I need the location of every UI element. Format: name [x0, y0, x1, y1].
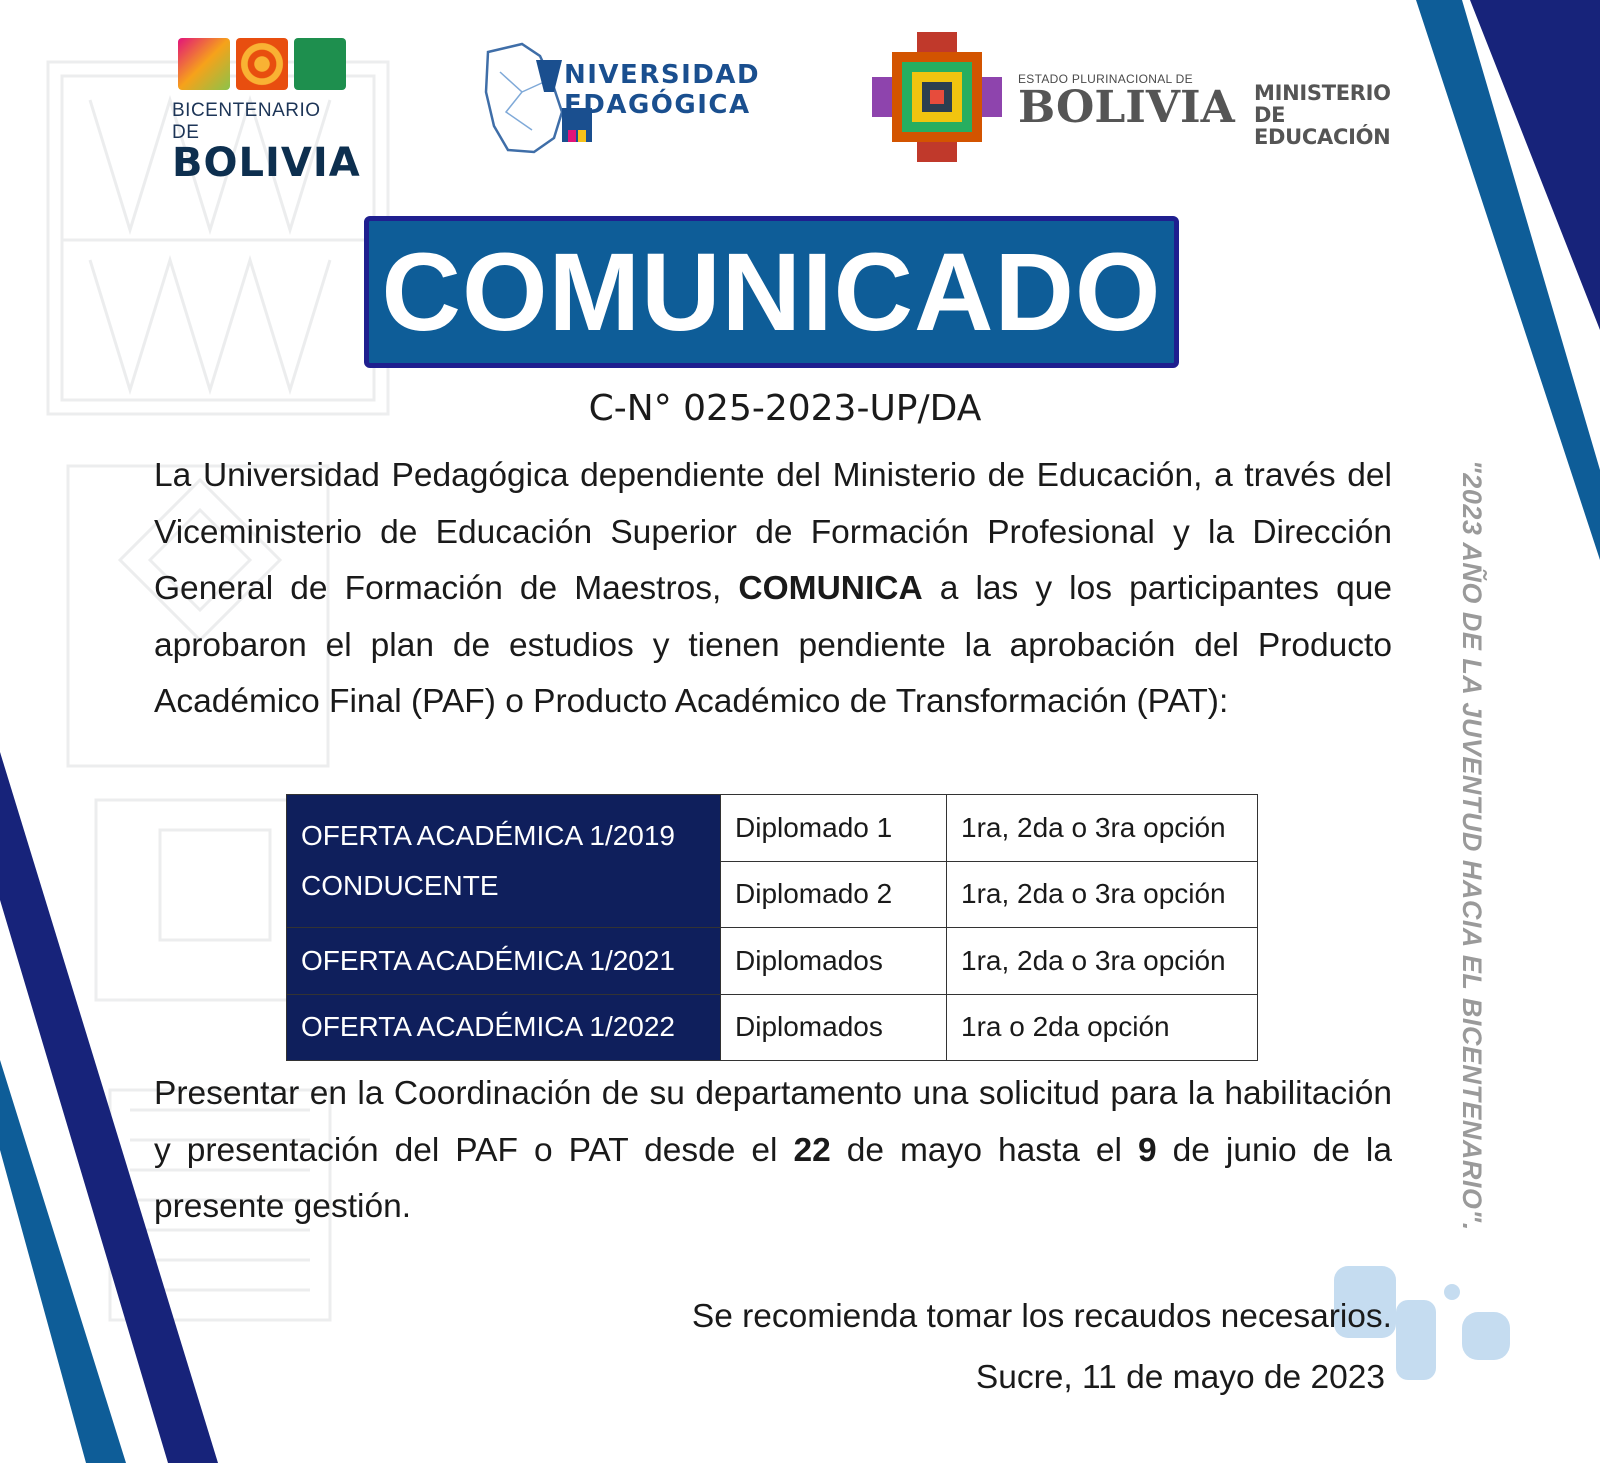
instructions-paragraph — [154, 1066, 1392, 1236]
program-cell: Diplomados — [721, 994, 947, 1061]
offer-2022-head: OFERTA ACADÉMICA 1/2022 — [287, 994, 721, 1061]
offer-2021-head: OFERTA ACADÉMICA 1/2021 — [287, 928, 721, 995]
pedagogica-label: EDAGÓGICA — [564, 90, 751, 120]
offer-2019-title: OFERTA ACADÉMICA 1/2019 — [301, 820, 676, 851]
ministerio-logo — [1254, 82, 1414, 148]
table-row — [287, 928, 1258, 995]
intro-text-start: La Universidad Pedagógica dependiente del Ministerio de Educación, a través del Viceministerio de Educación Superior de Formación Profesional y la Dirección General de Formación de Maestros, — [154, 457, 1392, 607]
universidad-pedagogica-logo — [482, 42, 822, 162]
bicentenario-logo — [172, 38, 361, 186]
recommendation-text: Se recomienda tomar los recaudos necesarios. — [691, 1298, 1392, 1335]
instructions-text-2: de mayo hasta el — [830, 1131, 1138, 1169]
program-cell: Diplomado 2 — [721, 861, 947, 928]
intro-text-bold: COMUNICA — [738, 570, 923, 607]
date-line: Sucre, 11 de mayo de 2023 — [975, 1359, 1385, 1396]
estado-label: ESTADO PLURINACIONAL DE — [1018, 72, 1193, 86]
intro-text-end: a las y los participantes que aprobaron el plan de estudios y tienen pendiente la aprobación del Producto Académico Final (PAF) o Producto Académico de Transformación (PAT): — [154, 570, 1392, 720]
offer-2019-subtitle: CONDUCENTE — [301, 870, 499, 901]
chakana-emblem-icon — [872, 32, 1002, 162]
estado-country: BOLIVIA — [1018, 82, 1235, 133]
option-cell: 1ra o 2da opción — [947, 994, 1258, 1061]
option-cell: 1ra, 2da o 3ra opción — [947, 928, 1258, 995]
start-day: 22 — [793, 1131, 831, 1169]
option-cell: 1ra, 2da o 3ra opción — [947, 861, 1258, 928]
option-cell: 1ra, 2da o 3ra opción — [947, 795, 1258, 862]
offer-2019-head — [287, 795, 721, 928]
title-banner — [364, 216, 1179, 368]
table-row — [287, 795, 1258, 862]
side-slogan-text: "2023 AÑO DE LA JUVENTUD HACIA EL BICENTENARIO". — [1457, 460, 1487, 1231]
table-row — [287, 994, 1258, 1061]
ministerio-label: MINISTERIO — [1254, 81, 1391, 105]
program-cell: Diplomados — [721, 928, 947, 995]
side-slogan — [1456, 460, 1500, 1231]
end-day: 9 — [1137, 1131, 1157, 1169]
offer-table — [286, 794, 1258, 1061]
instructions-text-1: Presentar en la Coordinación de su departamento una solicitud para la habilitación y presentación del PAF o PAT desde el — [154, 1075, 1392, 1169]
document-code: C-N° 025-2023-UP/DA — [588, 388, 982, 429]
estado-plurinacional-text — [1018, 72, 1235, 133]
program-cell: Diplomado 1 — [721, 795, 947, 862]
universidad-label: NIVERSIDAD — [564, 60, 761, 90]
ministerio-sublabel: DE EDUCACIÓN — [1254, 103, 1391, 149]
bicentenario-country: BOLIVIA — [172, 140, 361, 186]
page-title: COMUNICADO — [381, 230, 1162, 354]
intro-paragraph — [154, 448, 1392, 731]
bicentenario-label: BICENTENARIO DE — [172, 100, 321, 143]
instructions-text-3: de junio de la presente gestión. — [154, 1131, 1392, 1225]
bicentenario-emblem — [178, 38, 352, 90]
